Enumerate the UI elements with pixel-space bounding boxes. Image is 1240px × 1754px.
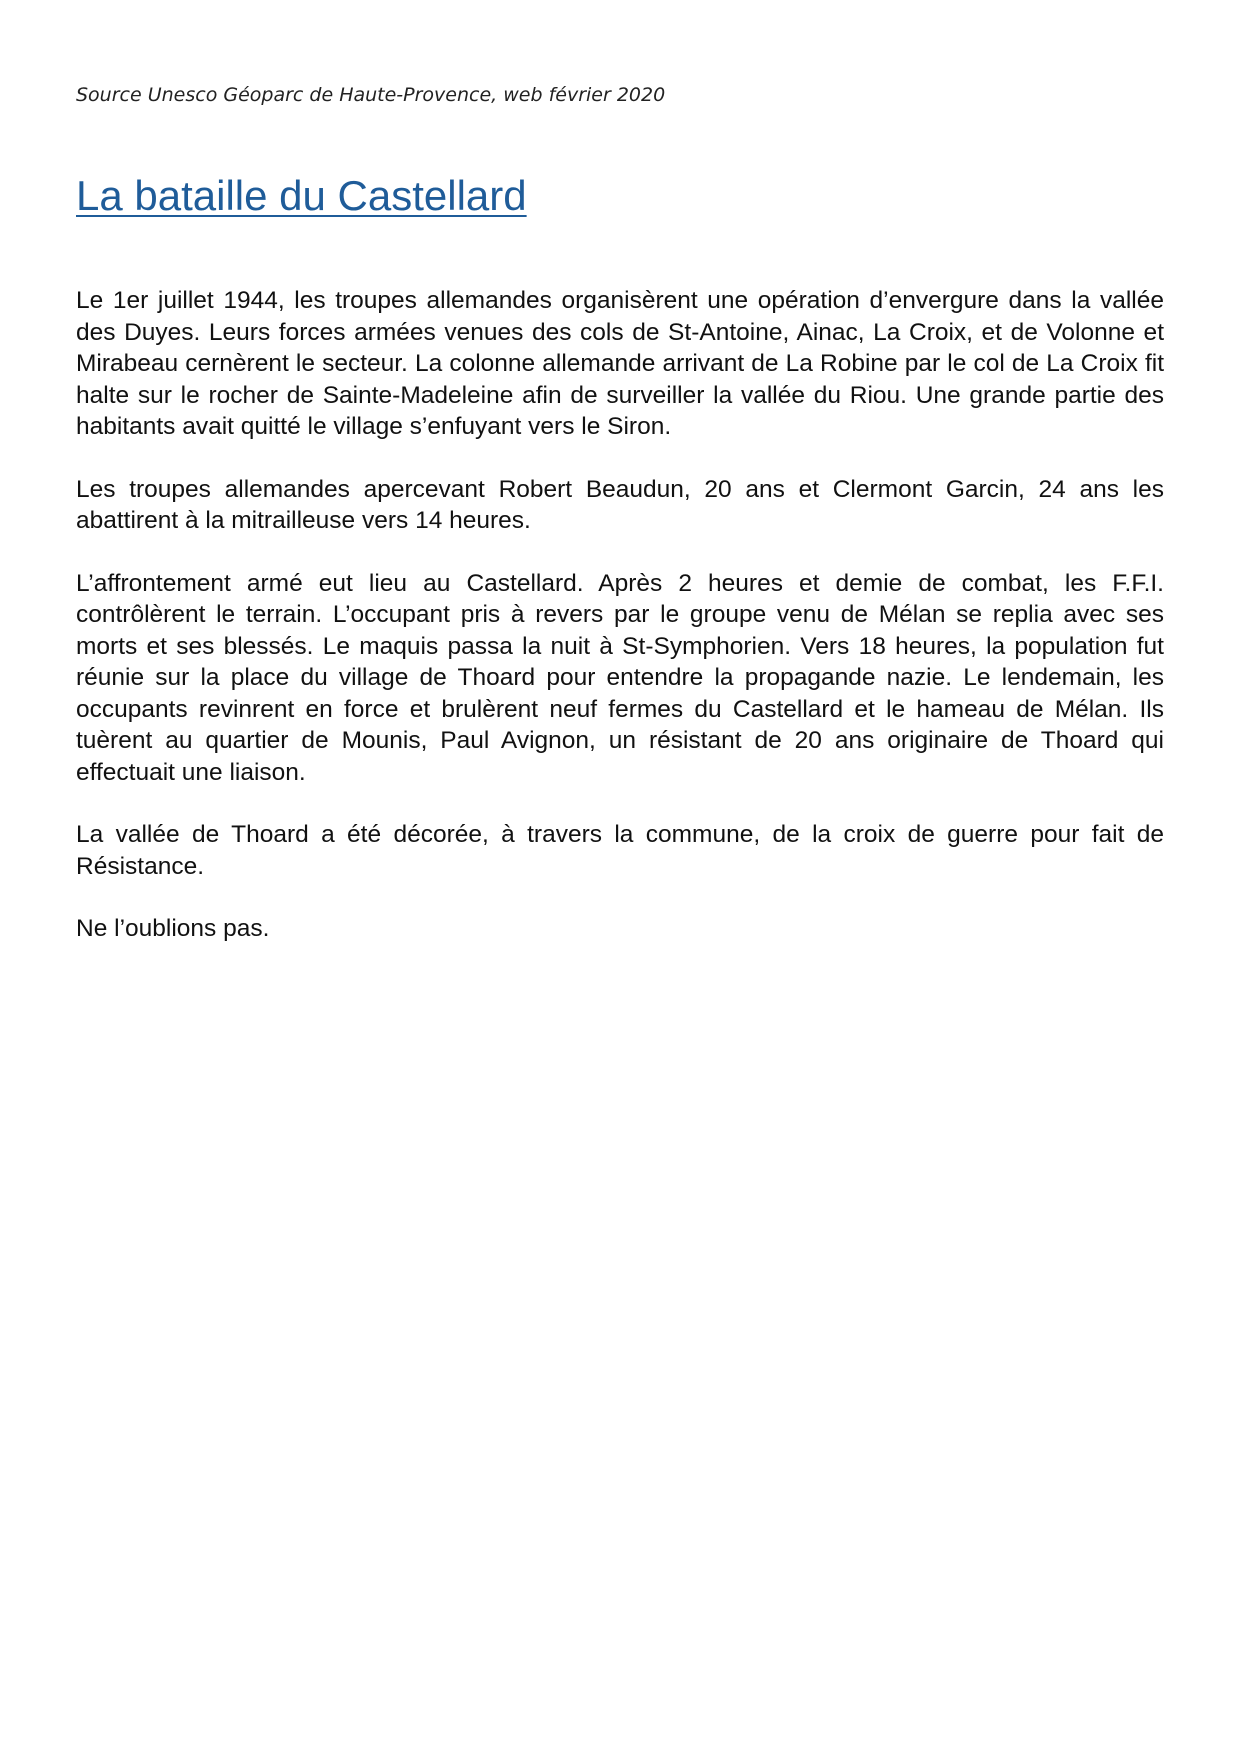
paragraph-victims: Les troupes allemandes apercevant Robert Beaudun, 20 ans et Clermont Garcin, 24 ans les abattirent à la mitrailleuse vers 14 heures.: [76, 475, 1164, 534]
paragraph-operation: Le 1er juillet 1944, les troupes allemandes organisèrent une opération d’envergure dans la vallée des Duyes. Leurs forces armées venues des cols de St-Antoine, Ainac, La Croix, et de Volonne et Mirabeau cernèrent le secteur. La colonne allemande arrivant de La Robine par le col de La Croix fit halte sur le rocher de Sainte-Madeleine afin de surveiller la vallée du Riou. Une grande partie des habitants avait quitté le village s’enfuyant vers le Siron.: [76, 287, 1164, 440]
source-citation: Source Unesco Géoparc de Haute-Provence, web février 2020: [76, 84, 666, 106]
document-title: La bataille du Castellard: [76, 172, 527, 219]
paragraph-closing: Ne l’oublions pas.: [76, 915, 270, 942]
paragraph-battle: L’affrontement armé eut lieu au Castellard. Après 2 heures et demie de combat, les F.F.I. contrôlèrent le terrain. L’occupant pris à revers par le groupe venu de Mélan se replia avec ses morts et ses blessés. Le maquis passa la nuit à St-Symphorien. Vers 18 heures, la population fut réunie sur la place du village de Thoard pour entendre la propagande nazie. Le lendemain, les occupants revinrent en force et brulèrent neuf fermes du Castellard et le hameau de Mélan. Ils tuèrent au quartier de Mounis, Paul Avignon, un résistant de 20 ans originaire de Thoard qui effectuait une liaison.: [76, 569, 1164, 786]
paragraph-decoration: La vallée de Thoard a été décorée, à travers la commune, de la croix de guerre pour fait de Résistance.: [76, 821, 1164, 880]
document-body: [76, 285, 1164, 976]
